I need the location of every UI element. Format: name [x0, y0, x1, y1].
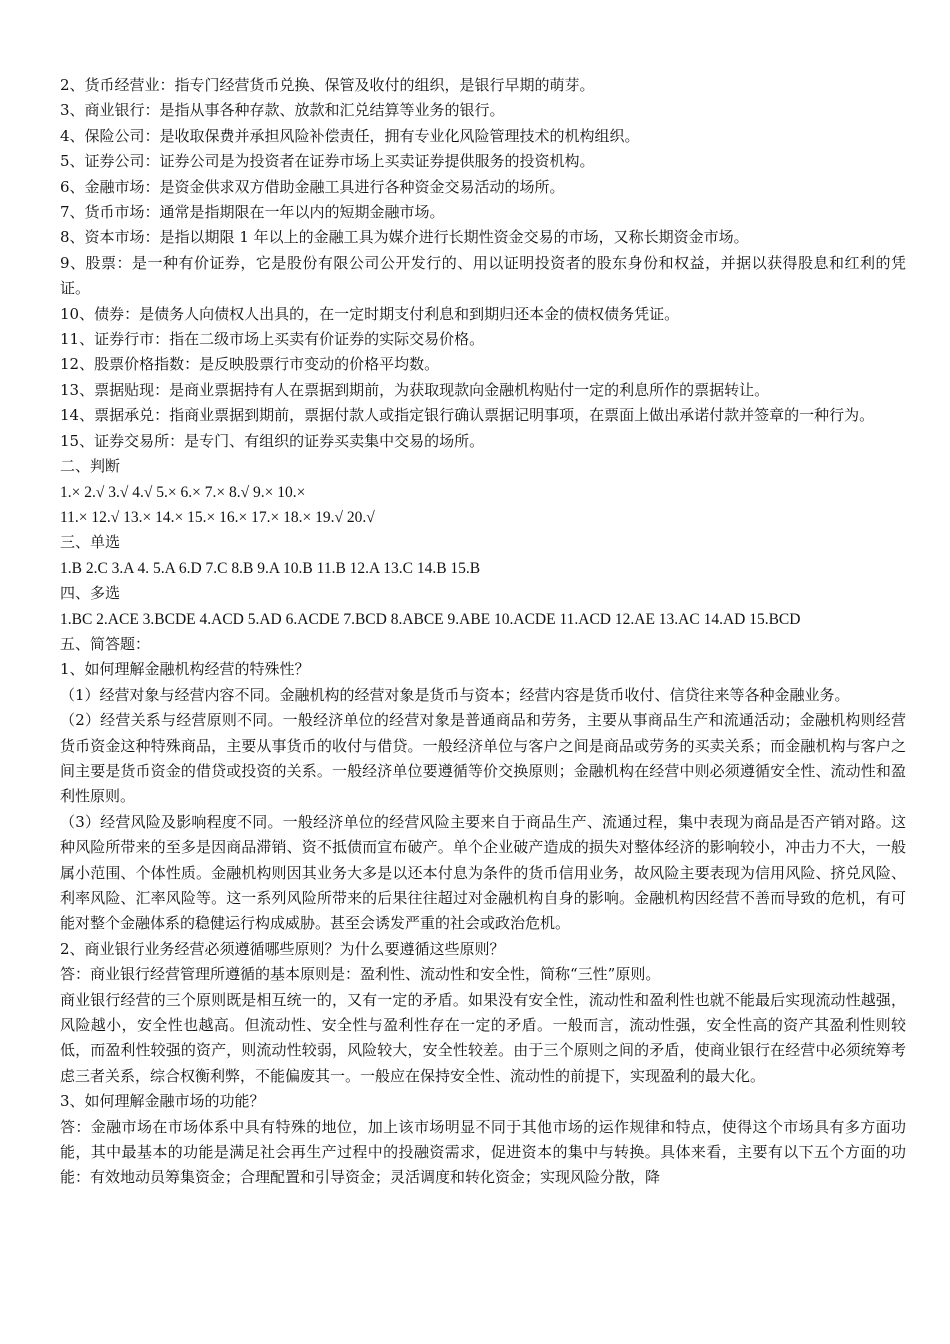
question-3: 3、如何理解金融市场的功能？: [60, 1092, 265, 1111]
question-3-answer-1: 答：金融市场在市场体系中具有特殊的地位，加上该市场明显不同于其他市场的运作规律和特点，使得这个市场具有多方面功能，其中最基本的功能是满足社会再生产过程中的投融资需求，促进资本的集中与转换。具体来看，主要有以下五个方面的功能：有效地动员筹集资金；合理配置和引导资金；灵活调度和转化资金；实现风险分散，降: [60, 1117, 906, 1187]
definition-6: 6、金融市场：是资金供求双方借助金融工具进行各种资金交易活动的场所。: [60, 177, 565, 196]
definition-10: 10、债券：是债务人向债权人出具的，在一定时期支付利息和到期归还本金的债权债务凭证。: [60, 304, 680, 323]
definition-5: 5、证券公司：证券公司是为投资者在证券市场上买卖证券提供服务的投资机构。: [60, 152, 595, 171]
definition-2: 2、货币经营业：指专门经营货币兑换、保管及收付的组织，是银行早期的萌芽。: [60, 76, 595, 94]
single-choice-answers: 1.B 2.C 3.A 4. 5.A 6.D 7.C 8.B 9.A 10.B 11.B 12.A 13.C 14.B 15.B: [60, 559, 481, 577]
multi-choice-heading: 四、多选: [60, 584, 121, 603]
question-2-answer-2: 商业银行经营的三个原则既是相互统一的，又有一定的矛盾。如果没有安全性，流动性和盈利性也就不能最后实现流动性越强，风险越小，安全性也越高。但流动性、安全性与盈利性存在一定的矛盾。一般而言，流动性强，安全性高的资产其盈利性则较低，而盈利性较强的资产，则流动性较弱，风险较大，安全性较差。由于三个原则之间的矛盾，使商业银行在经营中必须统筹考虑三者关系，综合权衡利弊，不能偏废其一。一般应在保持安全性、流动性的前提下，实现盈利的最大化。: [60, 990, 906, 1085]
document-page: [60, 73, 906, 1191]
definition-14: 14、票据承兑：指商业票据到期前，票据付款人或指定银行确认票据记明事项，在票面上做出承诺付款并签章的一种行为。: [60, 406, 875, 425]
judgment-answers-row-2: 11.× 12.√ 13.× 14.× 15.× 16.× 17.× 18.× 19.√ 20.√: [60, 508, 375, 526]
question-1: 1、如何理解金融机构经营的特殊性？: [60, 660, 310, 679]
question-1-point-1: （1）经营对象与经营内容不同。金融机构的经营对象是货币与资本；经营内容是货币收付、信贷往来等各种金融业务。: [60, 685, 850, 704]
definition-4: 4、保险公司：是收取保费并承担风险补偿责任，拥有专业化风险管理技术的机构组织。: [60, 126, 640, 145]
question-2: 2、商业银行业务经营必须遵循哪些原则？为什么要遵循这些原则？: [60, 939, 505, 958]
definition-13: 13、票据贴现：是商业票据持有人在票据到期前，为获取现款向金融机构贴付一定的利息所作的票据转让。: [60, 380, 770, 399]
question-1-point-2: （2）经营关系与经营原则不同。一般经济单位的经营对象是普通商品和劳务，主要从事商品生产和流通活动；金融机构则经营货币资金这种特殊商品，主要从事货币的收付与借贷。一般经济单位与客户之间是商品或劳务的买卖关系；而金融机构与客户之间主要是货币资金的借贷或投资的关系。一般经济单位要遵循等价交换原则；金融机构在经营中则必须遵循安全性、流动性和盈利性原则。: [60, 711, 906, 806]
question-1-point-3: （3）经营风险及影响程度不同。一般经济单位的经营风险主要来自于商品生产、流通过程，集中表现为商品是否产销对路。这种风险所带来的至多是因商品滞销、资不抵债而宣布破产。单个企业破产造成的损失对整体经济的影响较小，冲击力不大，一般属小范围、个体性质。金融机构则因其业务大多是以还本付息为条件的货币信用业务，故风险主要表现为信用风险、挤兑风险、利率风险、汇率风险等。这一系列风险所带来的后果往往超过对金融机构自身的影响。金融机构因经营不善而导致的危机，有可能对整个金融体系的稳健运行构成威胁。甚至会诱发严重的社会或政治危机。: [60, 812, 906, 933]
definition-11: 11、证券行市：指在二级市场上买卖有价证券的实际交易价格。: [60, 330, 485, 349]
definition-15: 15、证券交易所：是专门、有组织的证券买卖集中交易的场所。: [60, 431, 485, 450]
question-2-answer-1: 答：商业银行经营管理所遵循的基本原则是：盈利性、流动性和安全性，简称“三性”原则。: [60, 965, 661, 984]
short-answer-heading: 五、简答题：: [60, 634, 151, 653]
definition-8: 8、资本市场：是指以期限 1 年以上的金融工具为媒介进行长期性资金交易的市场，又称长期资金市场。: [60, 228, 749, 247]
judgment-answers-row-1: 1.× 2.√ 3.√ 4.√ 5.× 6.× 7.× 8.√ 9.× 10.×: [60, 483, 306, 501]
definition-9: 9、股票：是一种有价证券，它是股份有限公司公开发行的、用以证明投资者的股东身份和权益，并据以获得股息和红利的凭证。: [60, 253, 906, 298]
single-choice-heading: 三、单选: [60, 533, 121, 552]
definition-3: 3、商业银行：是指从事各种存款、放款和汇兑结算等业务的银行。: [60, 101, 505, 120]
multi-choice-answers: 1.BC 2.ACE 3.BCDE 4.ACD 5.AD 6.ACDE 7.BCD 8.ABCE 9.ABE 10.ACDE 11.ACD 12.AE 13.AC 14.AD 15.BCD: [60, 610, 801, 628]
definition-12: 12、股票价格指数：是反映股票行市变动的价格平均数。: [60, 355, 440, 374]
judgment-heading: 二、判断: [60, 457, 121, 476]
definition-7: 7、货币市场：通常是指期限在一年以内的短期金融市场。: [60, 203, 445, 222]
